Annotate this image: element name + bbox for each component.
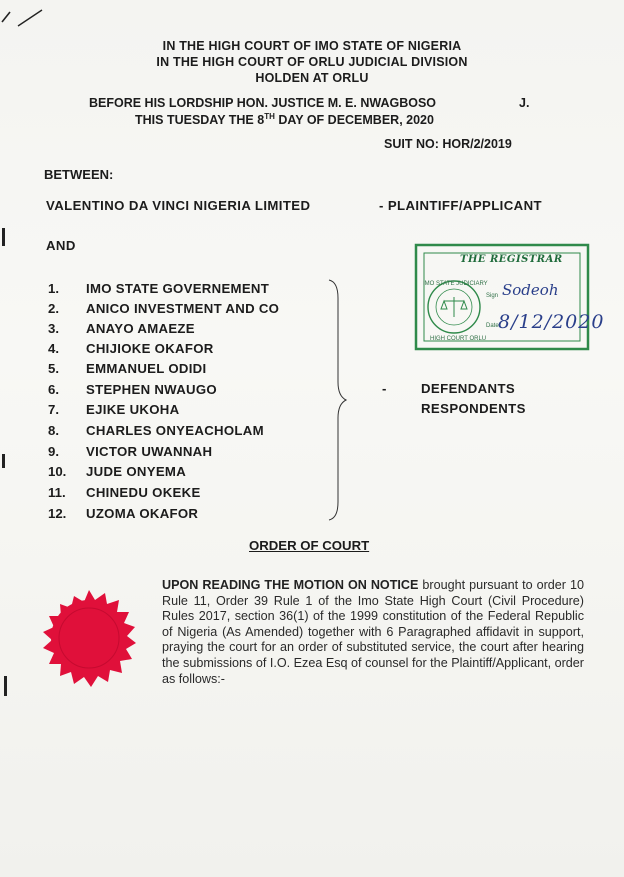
margin-mark xyxy=(4,676,7,696)
court-seal-icon xyxy=(28,584,150,692)
defendant-name: CHINEDU OKEKE xyxy=(86,485,201,500)
respondent-role: RESPONDENTS xyxy=(421,401,526,416)
defendant-number: 6. xyxy=(48,382,59,397)
court-holden: HOLDEN AT ORLU xyxy=(255,71,369,85)
margin-mark xyxy=(2,228,5,246)
defendants-brace-icon xyxy=(326,278,350,522)
defendant-number: 9. xyxy=(48,444,59,459)
defendant-name: ANICO INVESTMENT AND CO xyxy=(86,301,280,316)
defendant-name: CHIJIOKE OKAFOR xyxy=(86,341,214,356)
judge-suffix: J. xyxy=(519,96,530,110)
stamp-sign-label: Sign xyxy=(486,293,499,299)
order-paragraph xyxy=(162,578,584,687)
court-title: IN THE HIGH COURT OF IMO STATE OF NIGERIA xyxy=(162,39,462,53)
defendant-number: 7. xyxy=(48,402,59,417)
defendant-number: 5. xyxy=(48,361,59,376)
defendant-number: 3. xyxy=(48,321,59,336)
stamp-ring-text-bottom: HIGH COURT ORLU xyxy=(430,336,487,342)
defendant-name: ANAYO AMAEZE xyxy=(86,321,195,336)
stamp-date: 8/12/2020 xyxy=(498,311,605,333)
order-lead: UPON READING THE MOTION ON NOTICE xyxy=(162,578,419,592)
defendant-name: EMMANUEL ODIDI xyxy=(86,361,207,376)
defendant-name: IMO STATE GOVERNEMENT xyxy=(86,281,270,296)
defendant-name: UZOMA OKAFOR xyxy=(86,506,199,521)
defendant-number: 12. xyxy=(48,506,67,521)
between-label: BETWEEN: xyxy=(44,167,114,182)
defendant-number: 2. xyxy=(48,301,59,316)
stamp-ring-text: IMO STATE JUDICIARY xyxy=(423,281,488,287)
defendant-name: VICTOR UWANNAH xyxy=(86,444,213,459)
defendant-name: JUDE ONYEMA xyxy=(86,464,187,479)
defendant-name: STEPHEN NWAUGO xyxy=(86,382,217,397)
and-label: AND xyxy=(46,238,76,253)
order-title: ORDER OF COURT xyxy=(249,538,370,553)
stamp-date-label: Date xyxy=(486,323,499,329)
defendant-number: 10. xyxy=(48,464,67,479)
plaintiff-name: VALENTINO DA VINCI NIGERIA LIMITED xyxy=(46,198,311,213)
before-judge: BEFORE HIS LORDSHIP HON. JUSTICE M. E. NWAGBOSO xyxy=(89,96,437,110)
defendant-dash: - xyxy=(382,381,387,396)
suit-number: SUIT NO: HOR/2/2019 xyxy=(384,137,512,151)
defendant-number: 8. xyxy=(48,423,59,438)
defendant-number: 4. xyxy=(48,341,59,356)
defendant-number: 11. xyxy=(48,485,66,500)
hearing-date: THIS TUESDAY THE 8TH DAY OF DECEMBER, 2020 xyxy=(135,112,434,128)
order-body: brought pursuant to order 10 Rule 11, Order 39 Rule 1 of the Imo State High Court (Civil Procedure) Rules 2017, section 36(1) of the 1999 constitution of the Federal Republic of Nigeria (As Amended) together with 6 Paragraphed affidavit in support, praying the court for an order of substituted service, the court after hearing the submissions of I.O. Ezea Esq of counsel for the Plaintiff/Applicant, order as follows:- xyxy=(162,578,584,686)
defendant-role: DEFENDANTS xyxy=(421,381,516,396)
plaintiff-role: - PLAINTIFF/APPLICANT xyxy=(379,198,542,213)
stamp-title: THE REGISTRAR xyxy=(460,254,563,265)
defendant-name: EJIKE UKOHA xyxy=(86,402,180,417)
margin-mark xyxy=(2,454,5,468)
pen-mark-icon xyxy=(0,0,60,40)
defendant-number: 1. xyxy=(48,281,59,296)
defendant-name: CHARLES ONYEACHOLAM xyxy=(86,423,264,438)
registrar-signature: Sodeoh xyxy=(502,281,559,299)
court-division: IN THE HIGH COURT OF ORLU JUDICIAL DIVISION xyxy=(156,55,468,69)
